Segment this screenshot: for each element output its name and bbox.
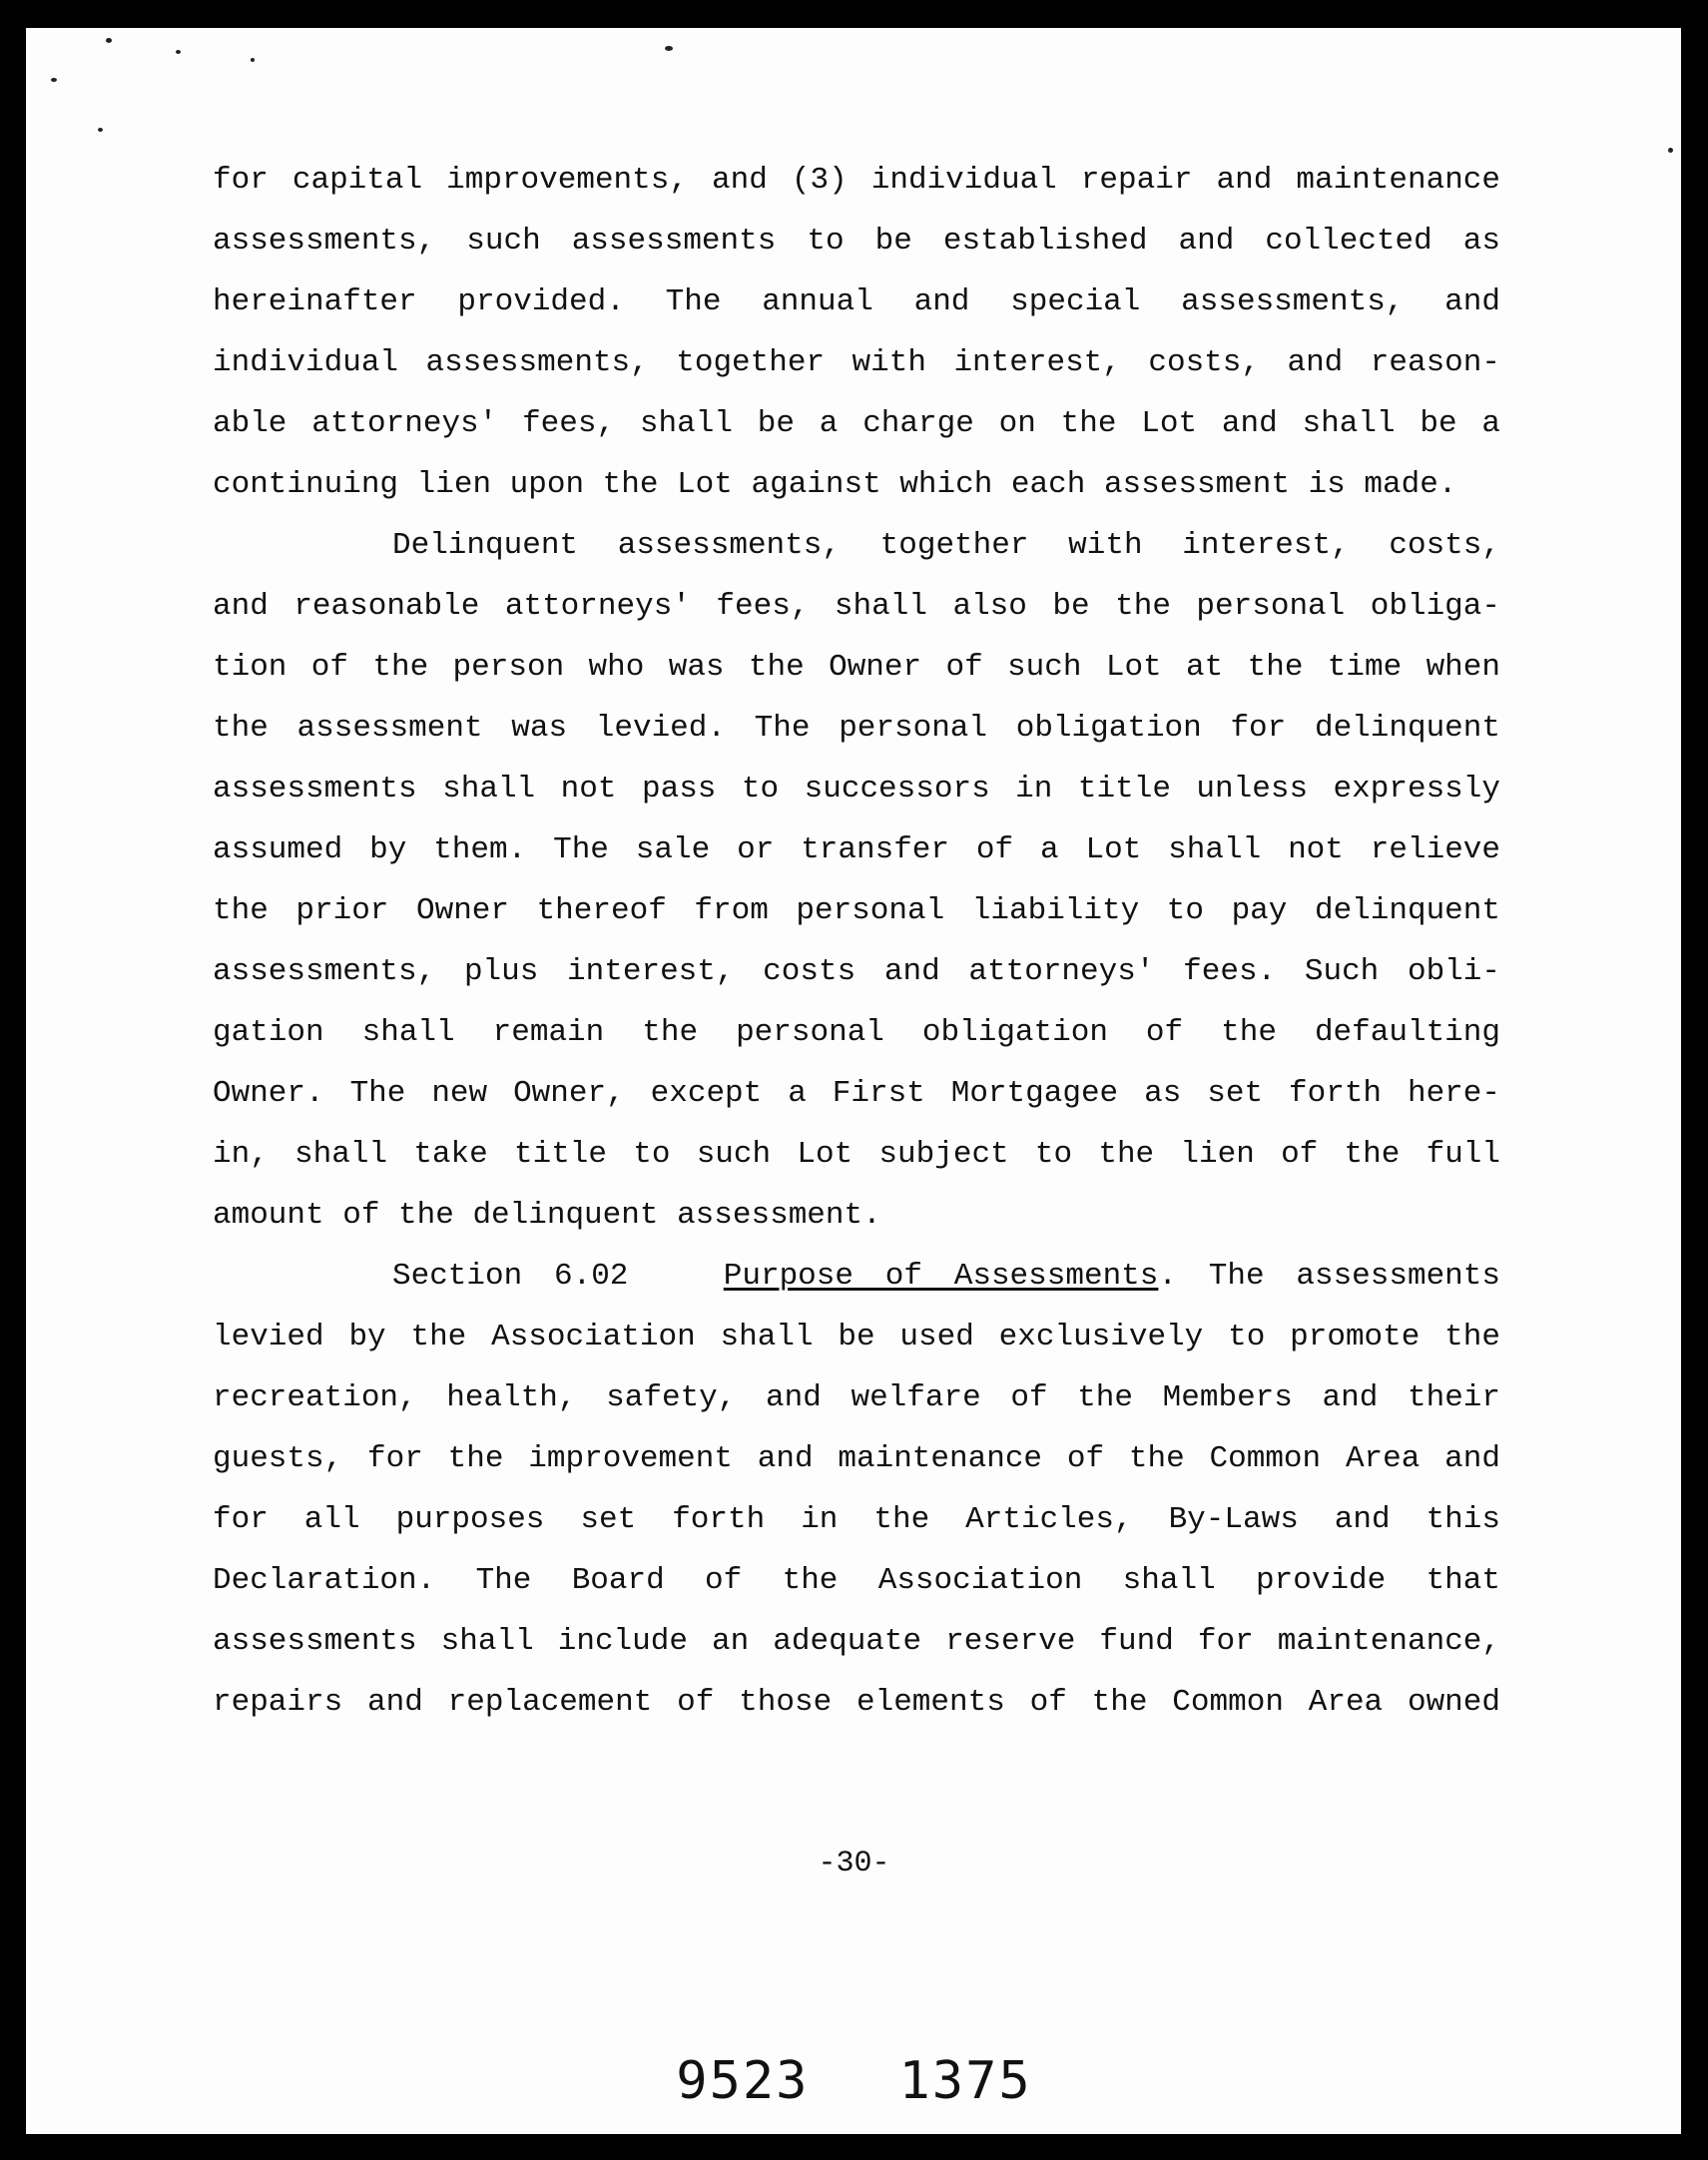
text-line: repairs and replacement of those elements of the Common Area owned	[213, 1685, 1500, 1720]
page-number: -30-	[818, 1847, 890, 1881]
text-line: assessments, plus interest, costs and attorneys' fees. Such obli-	[213, 954, 1500, 989]
text-line: continuing lien upon the Lot against which each assessment is made.	[213, 467, 1457, 502]
section-heading-rest: . The assessments	[1158, 1259, 1500, 1294]
section-heading-line	[213, 1246, 1500, 1307]
text-line: able attorneys' fees, shall be a charge on the Lot and shall be a	[213, 406, 1500, 441]
doc-id-left: 9523	[676, 2051, 810, 2111]
text-line: recreation, health, safety, and welfare of the Members and their	[213, 1380, 1500, 1415]
text-line: amount of the delinquent assessment.	[213, 1198, 881, 1233]
text-line: in, shall take title to such Lot subject to the lien of the full	[213, 1137, 1500, 1172]
text-line: Declaration. The Board of the Association shall provide that	[213, 1563, 1500, 1598]
document-id-stamp	[0, 2051, 1708, 2111]
text-line: hereinafter provided. The annual and special assessments, and	[213, 284, 1500, 319]
text-line: Delinquent assessments, together with interest, costs,	[392, 528, 1500, 563]
text-line: assessments shall not pass to successors in title unless expressly	[213, 772, 1500, 807]
text-line: guests, for the improvement and maintenance of the Common Area and	[213, 1441, 1500, 1476]
doc-id-right: 1375	[898, 2051, 1032, 2111]
text-line: Owner. The new Owner, except a First Mortgagee as set forth here-	[213, 1076, 1500, 1111]
paragraph-2	[213, 515, 1500, 1246]
text-line: and reasonable attorneys' fees, shall also be the personal obliga-	[213, 589, 1500, 624]
text-line: for all purposes set forth in the Articles, By-Laws and this	[213, 1502, 1500, 1537]
text-line: the prior Owner thereof from personal liability to pay delinquent	[213, 893, 1500, 928]
text-line: individual assessments, together with interest, costs, and reason-	[213, 345, 1500, 380]
section-6-02	[213, 1246, 1500, 1733]
section-title: Purpose of Assessments	[723, 1259, 1159, 1294]
text-line: tion of the person who was the Owner of such Lot at the time when	[213, 650, 1500, 685]
text-line: assessments, such assessments to be established and collected as	[213, 224, 1500, 259]
text-line: assumed by them. The sale or transfer of a Lot shall not relieve	[213, 832, 1500, 867]
text-line: for capital improvements, and (3) individual repair and maintenance	[213, 163, 1500, 198]
section-number: Section 6.02	[392, 1259, 629, 1294]
text-line: gation shall remain the personal obligation of the defaulting	[213, 1015, 1500, 1050]
text-line: the assessment was levied. The personal obligation for delinquent	[213, 711, 1500, 746]
text-line: assessments shall include an adequate reserve fund for maintenance,	[213, 1624, 1500, 1659]
paragraph-1	[213, 150, 1500, 515]
text-line: levied by the Association shall be used exclusively to promote the	[213, 1320, 1500, 1354]
document-body	[213, 150, 1500, 1733]
